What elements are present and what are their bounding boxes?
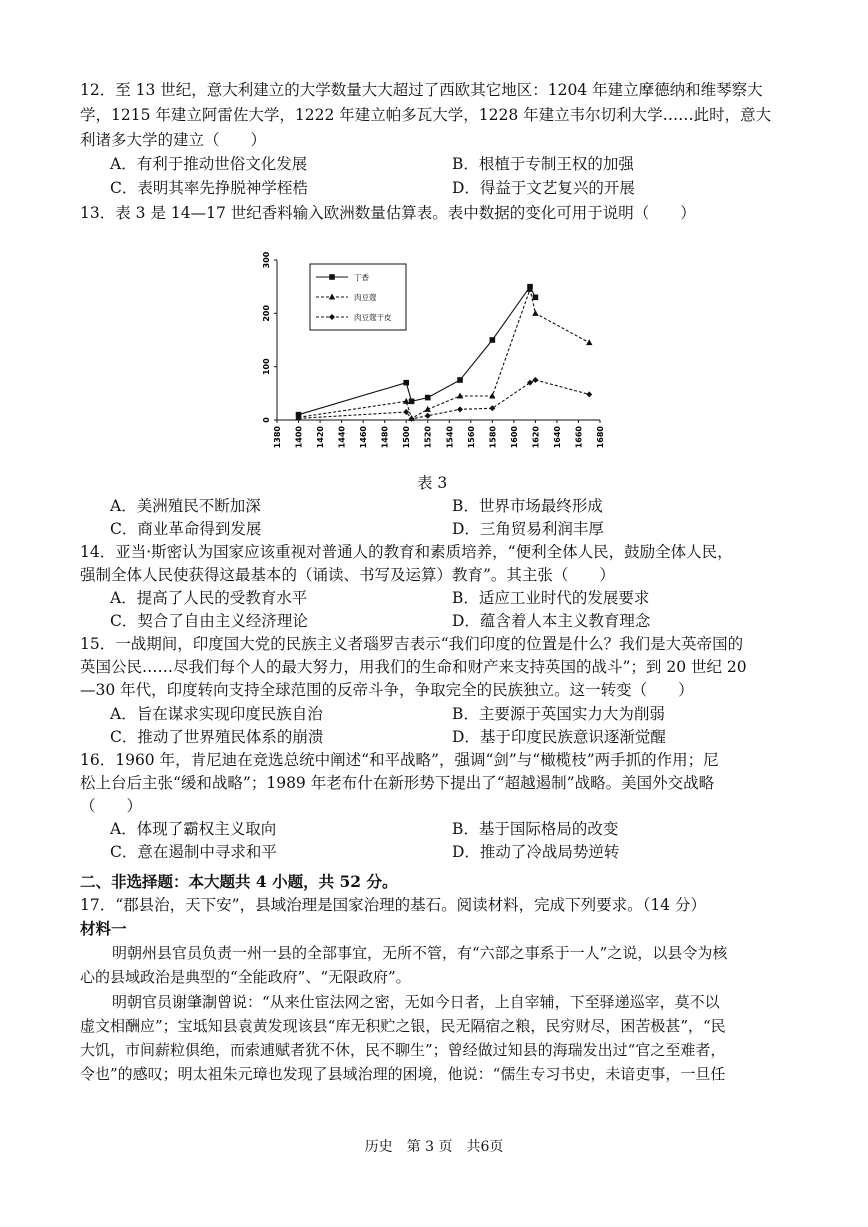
q15-option-a: A．旨在谋求实现印度民族自治 — [110, 705, 323, 723]
x-tick-label: 1460 — [359, 426, 369, 449]
x-tick-label: 1580 — [488, 426, 498, 449]
legend-label-2: 肉豆蔻 — [354, 293, 377, 302]
x-tick-label: 1520 — [423, 426, 433, 449]
q12-option-c: C．表明其率先挣脱神学桎梏 — [110, 179, 308, 197]
material-para2-line1: 明朝官员谢肇淛曾说：“从来仕宦法网之密，无如今日者，上自宰辅，下至驿递巡宰，莫不以 — [112, 993, 720, 1011]
y-tick-label: 200 — [262, 304, 271, 322]
q14-option-d: D．蕴含着人本主义教育理念 — [452, 612, 651, 630]
q15-option-b: B．主要源于英国实力大为削弱 — [452, 705, 665, 723]
data-point-diamond — [489, 405, 495, 411]
material-para2-line4: 令也”的感叹；明太祖朱元璋也发现了县域治理的困境，他说：“儒生专习书史，未谙吏事，一旦任 — [80, 1065, 726, 1083]
data-point-square — [329, 274, 335, 280]
q13-stem: 13．表 3 是 14—17 世纪香料输入欧洲数量估算表。表中数据的变化可用于说明（ ） — [80, 204, 696, 222]
data-point-square — [425, 395, 431, 401]
q14-option-a: A．提高了人民的受教育水平 — [110, 589, 308, 607]
data-point-square — [490, 337, 496, 343]
q14-option-b: B．适应工业时代的发展要求 — [452, 589, 650, 607]
data-point-triangle — [403, 398, 409, 404]
q12-stem-line2: 学，1215 年建立阿雷佐大学，1222 年建立帕多瓦大学，1228 年建立韦尔切利大学……此时，意大 — [80, 106, 772, 124]
series-line-3 — [299, 380, 590, 419]
q12-stem-line1: 12．至 13 世纪，意大利建立的大学数量大大超过了西欧其它地区：1204 年建立摩德纳和维琴察大 — [80, 81, 763, 99]
q16-stem-line3: （ ） — [80, 797, 143, 815]
q12-option-a: A．有利于推动世俗文化发展 — [110, 155, 308, 173]
x-tick-label: 1400 — [294, 426, 304, 449]
table-caption: 表 3 — [417, 474, 448, 492]
q13-option-a: A．美洲殖民不断加深 — [110, 497, 261, 515]
x-tick-label: 1680 — [596, 426, 605, 449]
x-tick-label: 1560 — [466, 426, 476, 449]
data-point-triangle — [532, 310, 538, 316]
data-point-triangle — [586, 339, 592, 345]
q15-stem-line1: 15．一战期间，印度国大党的民族主义者瑙罗吉表示“我们印度的位置是什么？我们是大英帝国的 — [80, 635, 744, 653]
x-tick-label: 1420 — [316, 426, 326, 449]
q14-stem-line2: 强制全体人民使获得这最基本的（诵读、书写及运算）教育”。其主张（ ） — [80, 566, 615, 584]
spice-import-line-chart — [255, 248, 615, 458]
data-point-diamond — [425, 413, 431, 419]
data-point-square — [533, 295, 539, 301]
material-para1-line2: 心的县域政治是典型的“全能政府”、“无限政府”。 — [80, 968, 411, 986]
q16-option-c: C．意在遏制中寻求和平 — [110, 843, 277, 861]
legend-label-1: 丁香 — [354, 273, 369, 282]
chart-legend — [310, 264, 406, 330]
x-tick-label: 1480 — [380, 426, 390, 449]
x-tick-label: 1640 — [552, 426, 562, 449]
q16-stem-line1: 16．1960 年，肯尼迪在竞选总统中阐述“和平战略”，强调“剑”与“橄榄枝”两手抓的作用；尼 — [80, 751, 719, 769]
material-para2-line2: 虚文相酬应”；宝坻知县袁黄发现该县“库无积贮之银，民无隔宿之粮，民穷财尽，困苦极甚”，“民 — [80, 1017, 726, 1035]
q13-option-c: C．商业革命得到发展 — [110, 520, 262, 538]
data-point-square — [409, 399, 415, 405]
q15-option-c: C．推动了世界殖民体系的崩溃 — [110, 728, 324, 746]
q12-option-d: D．得益于文艺复兴的开展 — [452, 179, 635, 197]
data-point-diamond — [532, 377, 538, 383]
data-point-diamond — [457, 406, 463, 412]
q14-option-c: C．契合了自由主义经济理论 — [110, 612, 308, 630]
q13-option-b: B．世界市场最终形成 — [452, 497, 603, 515]
q16-option-d: D．推动了冷战局势逆转 — [452, 843, 620, 861]
x-tick-label: 1440 — [337, 426, 347, 449]
y-tick-label: 0 — [262, 417, 271, 423]
data-point-square — [457, 377, 463, 383]
q17-stem: 17．“郡县治，天下安”，县域治理是国家治理的基石。阅读材料，完成下列要求。（14 分） — [80, 896, 706, 914]
q15-stem-line2: 英国公民……尽我们每个人的最大努力，用我们的生命和财产来支持英国的战斗”；到 20 世纪 20 — [80, 658, 747, 676]
q13-option-d: D．三角贸易利润丰厚 — [452, 520, 604, 538]
x-tick-label: 1600 — [509, 426, 519, 449]
q14-stem-line1: 14．亚当·斯密认为国家应该重视对普通人的教育和素质培养，“便利全体人民，鼓励全体人民， — [80, 543, 733, 561]
x-tick-label: 1620 — [531, 426, 541, 449]
material-para2-line3: 大饥，市间薪粒俱绝，而索逋赋者犹不休，民不聊生”；曾经做过知县的海瑞发出过“官之至难者， — [80, 1041, 726, 1059]
data-point-diamond — [527, 380, 533, 386]
q16-stem-line2: 松上台后主张“缓和战略”；1989 年老布什在新形势下提出了“超越遏制”战略。美国外交战略 — [80, 774, 715, 792]
legend-label-3: 肉豆蔻干皮 — [354, 313, 392, 322]
data-point-square — [403, 380, 409, 386]
x-tick-label: 1500 — [402, 426, 412, 449]
q12-stem-line3: 利诸多大学的建立（ ） — [80, 131, 267, 149]
x-tick-label: 1540 — [445, 426, 455, 449]
x-tick-label: 1380 — [273, 426, 282, 449]
x-tick-label: 1660 — [574, 426, 584, 449]
page-footer: 历史 第 3 页 共6页 — [364, 1139, 504, 1155]
q15-option-d: D．基于印度民族意识逐渐觉醒 — [452, 728, 666, 746]
y-tick-label: 300 — [262, 251, 271, 269]
q16-option-a: A．体现了霸权主义取向 — [110, 820, 277, 838]
q16-option-b: B．基于国际格局的改变 — [452, 820, 619, 838]
section-heading: 二、非选择题：本大题共 4 小题，共 52 分。 — [80, 872, 398, 891]
data-point-diamond — [409, 416, 415, 422]
y-tick-label: 100 — [262, 358, 271, 376]
data-point-diamond — [586, 391, 592, 397]
material-para1-line1: 明朝州县官员负责一州一县的全部事宜，无所不管，有“六部之事系于一人”之说，以县令为核 — [112, 944, 728, 962]
q12-option-b: B．根植于专制王权的加强 — [452, 155, 634, 173]
q15-stem-line3: —30 年代，印度转向支持全球范围的反帝斗争，争取完全的民族独立。这一转变（ ） — [80, 681, 694, 699]
material-title: 材料一 — [80, 919, 127, 938]
